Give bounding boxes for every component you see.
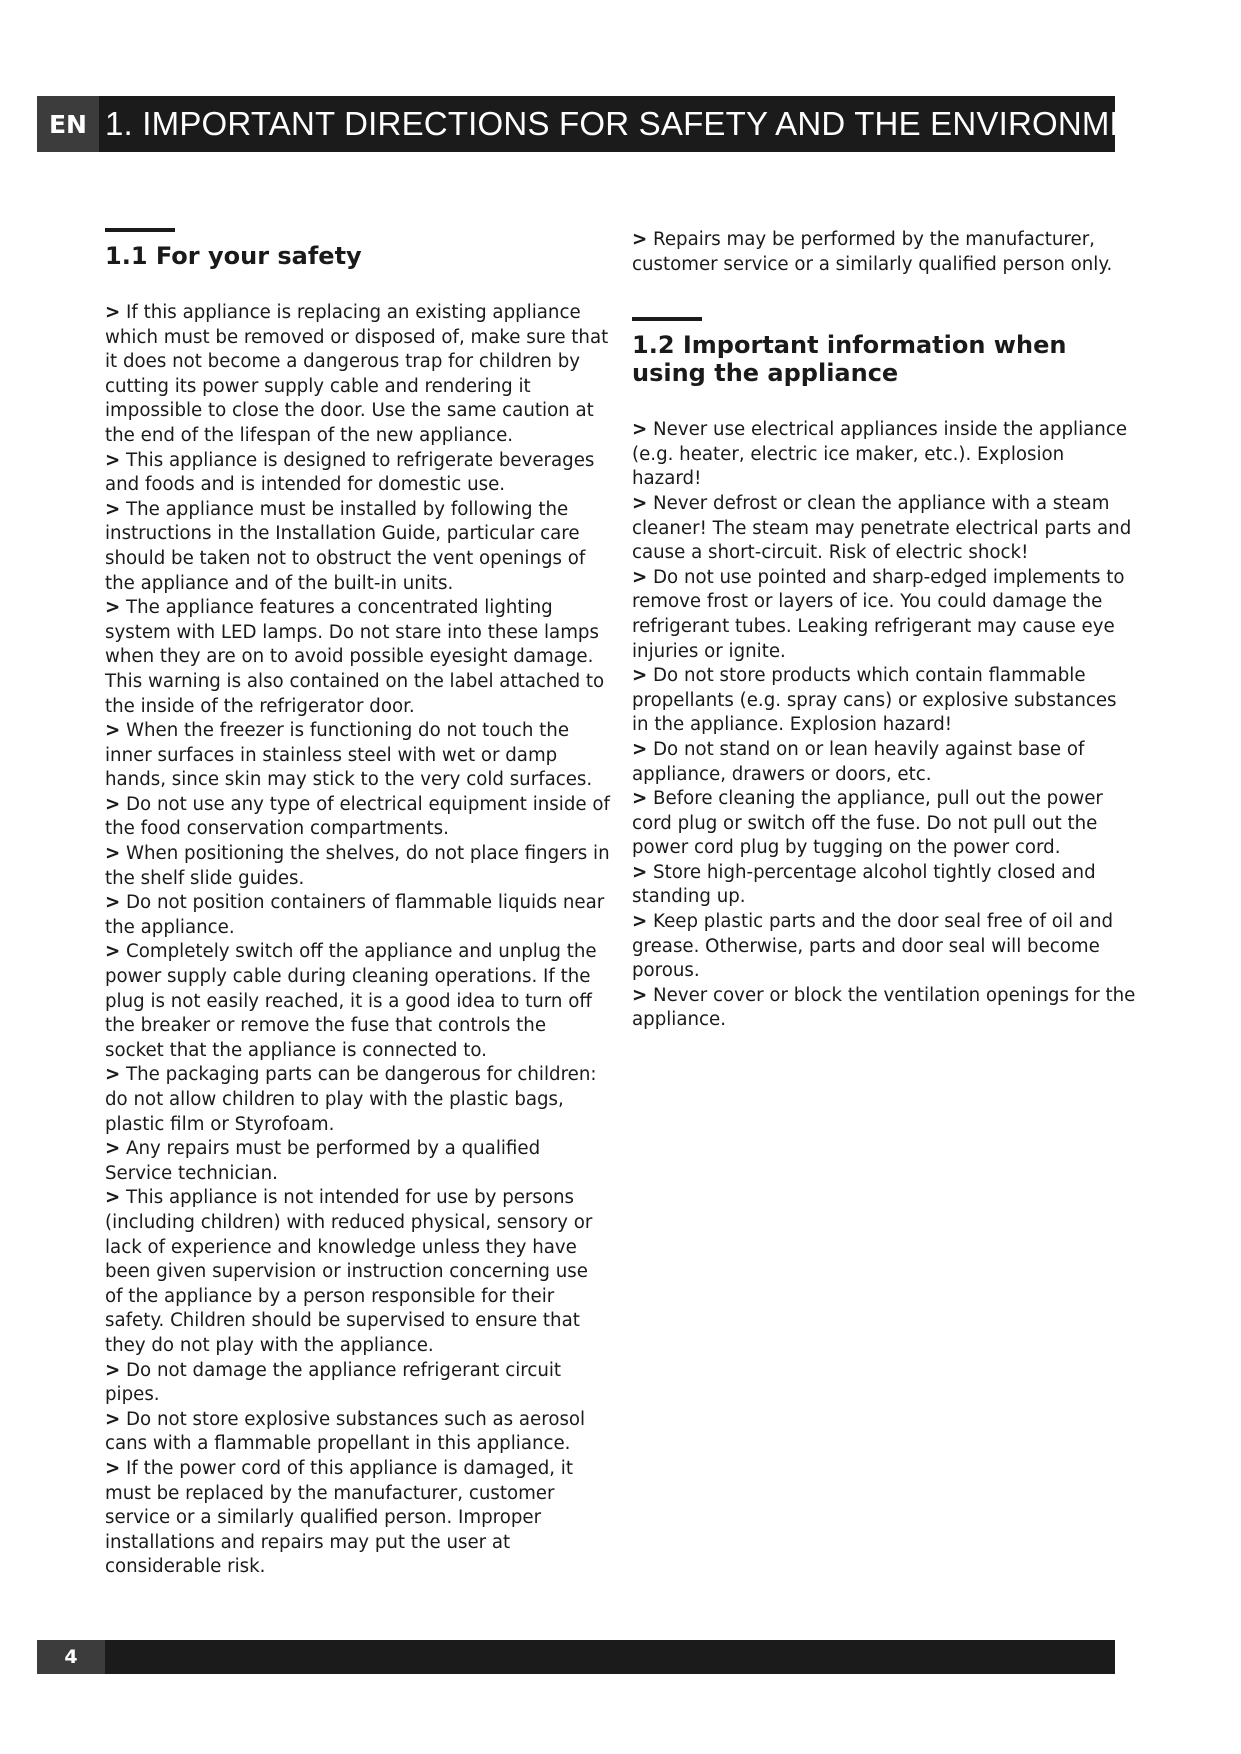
item-text: Do not position containers of flammable liquids near the appliance. — [105, 892, 605, 938]
item-text: Do not use any type of electrical equipment inside of the food conservation compartments. — [105, 793, 610, 840]
item-text: This appliance is not intended for use by persons (including children) with reduced physical, sensory or lack of experience and knowledge unless they have been given supervision or instruction concerning use of the appliance by a person responsible for their safety. Children should be supervised to ensure that they do not play with the appliance. — [105, 1187, 593, 1356]
bullet-marker: > — [105, 1408, 121, 1430]
list-item — [105, 498, 610, 596]
item-text: When positioning the shelves, do not place fingers in the shelf slide guides. — [105, 843, 610, 889]
item-text: Keep plastic parts and the door seal free of oil and grease. Otherwise, parts and door seal will become porous. — [632, 911, 1114, 982]
bullet-marker: > — [632, 229, 648, 250]
list-item — [105, 1137, 610, 1186]
list-item — [632, 492, 1137, 566]
item-text: Do not store products which contain flammable propellants (e.g. spray cans) or explosive substances in the appliance. Explosion hazard! — [632, 665, 1117, 736]
language-badge: EN — [37, 96, 99, 152]
list-item — [105, 596, 610, 719]
list-item — [632, 738, 1137, 787]
item-text: Do not store explosive substances such as aerosol cans with a flammable propellant in this appliance. — [105, 1408, 586, 1455]
item-text: Any repairs must be performed by a qualified Service technician. — [105, 1138, 541, 1184]
list-item — [105, 301, 610, 449]
bullet-marker: > — [105, 1457, 121, 1479]
bullet-marker: > — [105, 597, 121, 619]
bullet-marker: > — [105, 498, 121, 520]
section-rule — [632, 317, 702, 321]
list-item — [105, 719, 610, 793]
list-item — [632, 566, 1137, 664]
bullet-marker: > — [105, 941, 121, 963]
item-text: Never cover or block the ventilation openings for the appliance. — [632, 984, 1136, 1031]
item-text: Do not stand on or lean heavily against base of appliance, drawers or doors, etc. — [632, 738, 1085, 785]
item-text: Do not damage the appliance refrigerant circuit pipes. — [105, 1359, 562, 1406]
list-item — [105, 449, 610, 498]
bullet-marker: > — [105, 892, 121, 914]
bullet-marker: > — [632, 566, 648, 588]
bullet-marker: > — [105, 843, 121, 865]
list-item — [105, 891, 610, 940]
list-item — [105, 1359, 610, 1408]
list-item — [632, 787, 1137, 861]
footer-bar — [37, 1640, 1115, 1674]
bullet-marker: > — [632, 738, 648, 760]
bullet-marker: > — [632, 788, 648, 810]
bullet-marker: > — [105, 1064, 121, 1086]
list-item — [105, 842, 610, 891]
list-item — [105, 1063, 610, 1137]
item-text: Completely switch off the appliance and unplug the power supply cable during cleaning operations. If the plug is not easily reached, it is a good idea to turn off the breaker or remove the fuse that controls the socket that the appliance is connected to. — [105, 941, 597, 1061]
bullet-marker: > — [632, 911, 648, 933]
item-text: The appliance features a concentrated lighting system with LED lamps. Do not stare into these lamps when they are on to avoid possible eyesight damage. This warning is also contained on the label attached to the inside of the refrigerator door. — [105, 597, 605, 717]
item-text: The packaging parts can be dangerous for children: do not allow children to play with the plastic bags, plastic film or Styrofoam. — [105, 1064, 597, 1135]
item-text: Never defrost or clean the appliance with a steam cleaner! The steam may penetrate electrical parts and cause a short-circuit. Risk of electric shock! — [632, 492, 1132, 564]
item-text: Repairs may be performed by the manufacturer, customer service or a similarly qualified person only. — [632, 229, 1113, 275]
item-text: This appliance is designed to refrigerate beverages and foods and is intended for domestic use. — [105, 449, 595, 496]
bullet-marker: > — [632, 861, 648, 883]
bullet-marker: > — [105, 449, 121, 471]
list-item — [632, 228, 1137, 277]
list-item — [105, 940, 610, 1063]
list-item — [632, 664, 1137, 738]
bullet-marker: > — [105, 1359, 121, 1381]
list-item — [105, 1457, 610, 1580]
item-text: The appliance must be installed by following the instructions in the Installation Guide, particular care should be taken not to obstruct the vent openings of the appliance and of the built-in units. — [105, 498, 586, 594]
item-text: Do not use pointed and sharp-edged implements to remove frost or layers of ice. You could damage the refrigerant tubes. Leaking refrigerant may cause eye injuries or ignite. — [632, 566, 1125, 662]
list-item — [105, 1408, 610, 1457]
list-item — [105, 793, 610, 842]
item-text: If this appliance is replacing an existing appliance which must be removed or disposed of, make sure that it does not become a dangerous trap for children by cutting its power supply cable and rendering it impossible to close the door. Use the same caution at the end of the lifespan of the new appliance. — [105, 302, 609, 446]
left-column — [105, 228, 610, 1580]
section-rule — [105, 228, 175, 232]
item-text: When the freezer is functioning do not touch the inner surfaces in stainless steel with wet or damp hands, since skin may stick to the very cold surfaces. — [105, 720, 593, 791]
bullet-marker: > — [105, 720, 121, 742]
item-text: Never use electrical appliances inside the appliance (e.g. heater, electric ice maker, etc.). Explosion hazard! — [632, 419, 1128, 490]
bullet-marker: > — [105, 1138, 121, 1160]
right-column — [632, 228, 1137, 1033]
list-item — [632, 418, 1137, 492]
section-title-important-info: 1.2 Important information when using the appliance — [632, 331, 1067, 388]
page-number: 4 — [37, 1640, 105, 1674]
item-text: Before cleaning the appliance, pull out the power cord plug or switch off the fuse. Do not pull out the power cord plug by tugging on the power cord. — [632, 788, 1103, 859]
bullet-marker: > — [105, 793, 121, 815]
page-title: 1. IMPORTANT DIRECTIONS FOR SAFETY AND THE ENVIRONMENT — [105, 105, 1177, 142]
bullet-marker: > — [632, 492, 648, 514]
list-item — [632, 984, 1137, 1033]
header-bar — [37, 96, 1177, 152]
bullet-marker: > — [632, 419, 648, 441]
bullet-marker: > — [632, 984, 648, 1006]
bullet-marker: > — [632, 665, 648, 687]
list-item — [105, 1186, 610, 1358]
list-item — [632, 910, 1137, 984]
bullet-marker: > — [105, 1187, 121, 1209]
bullet-marker: > — [105, 302, 121, 323]
item-text: Store high-percentage alcohol tightly closed and standing up. — [632, 861, 1096, 908]
section-title-safety: 1.1 For your safety — [105, 242, 362, 270]
list-item — [632, 861, 1137, 910]
item-text: If the power cord of this appliance is damaged, it must be replaced by the manufacturer, customer service or a similarly qualified person. Improper installations and repairs may put the user at considerable risk. — [105, 1457, 573, 1578]
